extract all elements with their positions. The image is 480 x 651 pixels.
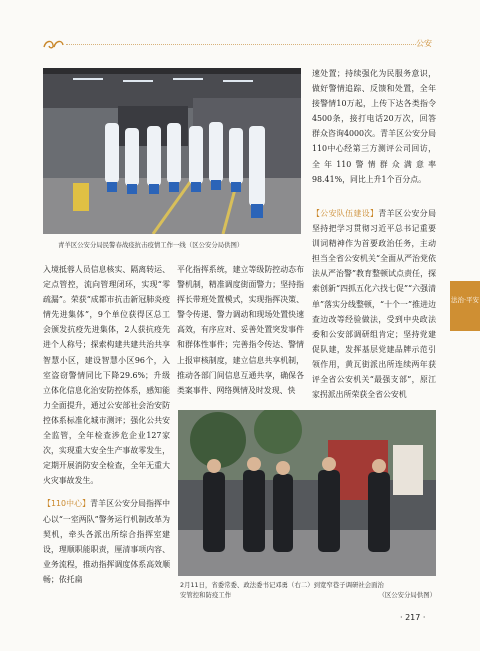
left-section-heading: 【110中心】 <box>43 499 91 509</box>
right-column-text: 青羊区公安分局坚持把学习贯彻习近平总书记重要训词精神作为首要政治任务，主动担当全省公安机关“全面从严治党依法从严治警”教育整顿试点责任，探索创新“四抓五化六找七促”“六强清单”落实分线整顿，“十个一”推进边查边改等经验做法，受到中央政法委和公安部调研组肯定；坚持党建促队建，发挥基层党建品牌示范引领作用，黄瓦街派出所连续两年获评全省公安机关“最强支部”，原江家拐派出所荣获全省公安机 <box>312 209 436 400</box>
right-column-top-text: 速处置；持续强化为民服务意识，做好警情追踪、反馈和处置，全年接警情10万起，上传下达各类指令4500条，接打电话20万次，回答群众咨询4000次。青羊区公安分局110中心经第三方测评公司回访，全年110警情群众满意率98.41%，同比上升1个百分点。 <box>312 69 436 184</box>
page-number: · 217 · <box>400 613 426 622</box>
photo2-caption-credit: （区公安分局供图） <box>378 591 436 599</box>
middle-column-text: 平化指挥系统，建立等级防控动态布警机制，精准调度街面警力；坚持指挥长带班处置模式，实现指挥决策、警令传递、警力调动和现场处置快速高效，有序应对、妥善处置突发事件和群体性事件；完善指令传达、警情上报审核制度，建立信息共享机制，推动各部门间信息互通共享，确保各类案事件、网络舆情及时发现、快 <box>177 265 304 395</box>
photo2-caption-line1: 2月11日，省委常委、政法委书记邓勇（右二）到宽窄巷子调研社会面治 <box>180 581 384 589</box>
photo2-caption-line2: 安管控和防疫工作 <box>180 591 232 599</box>
header-section-label: 公安 <box>416 39 432 48</box>
photo-police-team <box>43 68 301 234</box>
left-column-tail-text: 青羊区公安分局指挥中心以“一室两队”警务运行机制改革为契机，牵头各派出所综合指挥室建设，理顺职能职责，厘清事项内容、业务流程，推动指挥调度体系高效顺畅；依托扁 <box>43 499 170 584</box>
side-tab-label: 法治·平安 <box>450 296 480 304</box>
side-section-tab <box>450 281 480 331</box>
header-rule <box>66 44 416 45</box>
right-section-heading: 【公安队伍建设】 <box>312 209 379 218</box>
photo1-caption: 青羊区公安分局民警春战疫抗击疫情工作一线（区公安分局供图） <box>58 241 244 249</box>
left-column-text: 入境抵蓉人员信息核实、隔离转运、定点管控，流向管理闭环，实现“零疏漏”。荣获“成都市抗击新冠肺炎疫情先进集体”，9个单位获得区总工会颁发抗疫先进集体，2人获抗疫先进个人称号；探索构建共建共治共享智慧小区，建设智慧小区96个，入室盗窃警情同比下降29.6%；升级立体化信息化治安防控体系，感知能力全面提升，通过公安部社会治安防控体系标准化城市测评；强化公共安全监管，全年检查涉危企业127家次，实现重大安全生产事故零发生，定期开展消防安全检查，全年无重大火灾事故发生。 <box>43 265 170 486</box>
photo-officials-visit <box>178 410 436 576</box>
swirl-logo-icon <box>42 38 66 50</box>
